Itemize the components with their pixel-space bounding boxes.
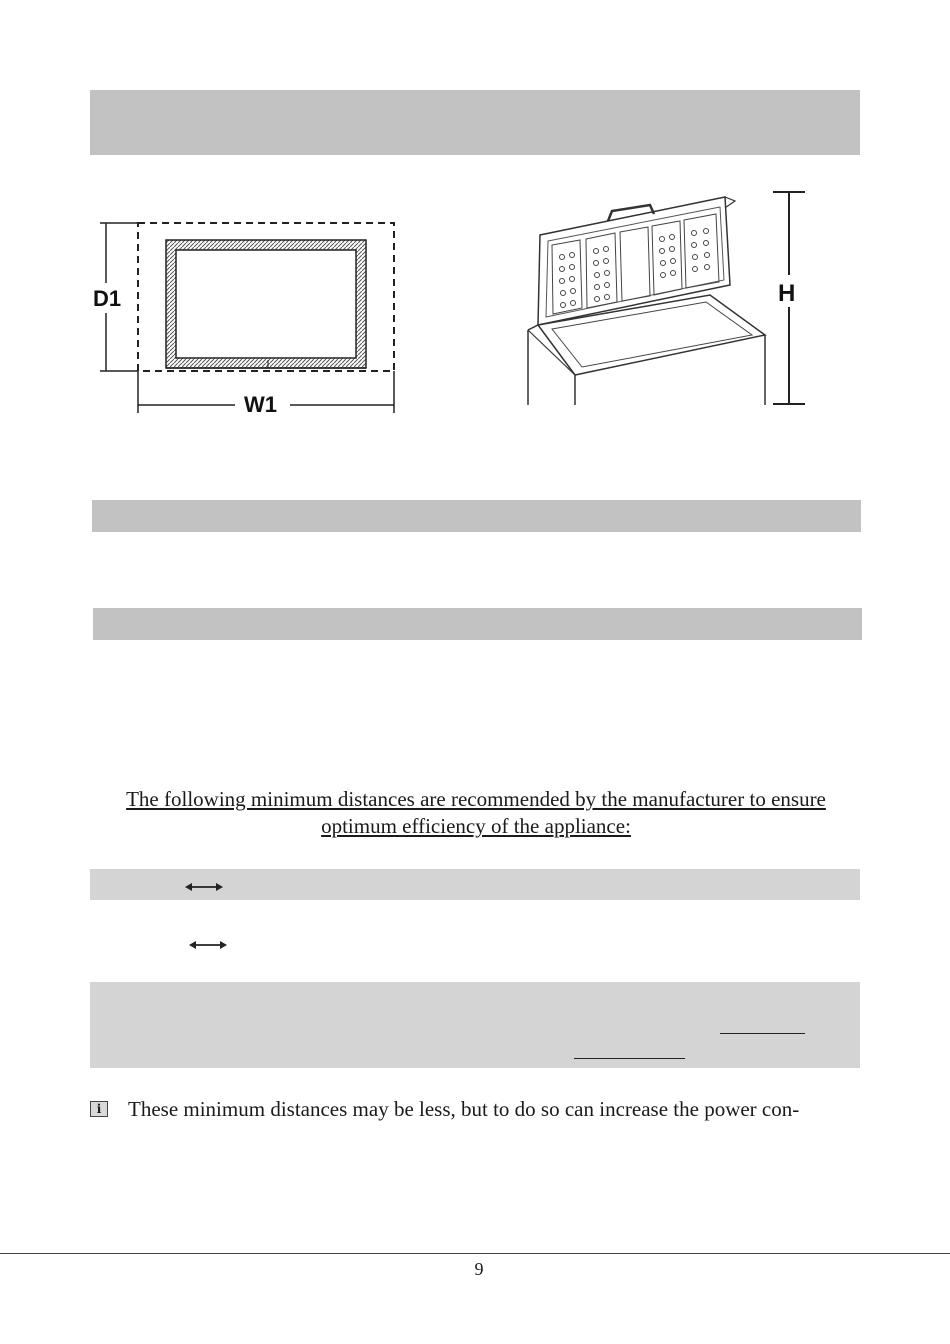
info-icon: i	[90, 1101, 108, 1117]
recommendation-line-1: The following minimum distances are recommended by the manufacturer to ensure	[126, 787, 826, 811]
info-note-text: These minimum distances may be less, but to do so can increase the power con-	[128, 1097, 800, 1121]
double-arrow-icon	[184, 880, 224, 894]
section-bar-2	[93, 608, 862, 640]
info-note	[90, 1096, 870, 1126]
underline-mark	[720, 1033, 805, 1034]
section-bar-1	[92, 500, 861, 532]
footer-rule	[0, 1253, 950, 1254]
page-number: 9	[474, 1259, 484, 1279]
chest-freezer-diagram	[520, 185, 820, 410]
depth-label: D1	[93, 286, 122, 311]
height-label: H	[778, 280, 796, 307]
double-arrow-icon	[188, 938, 228, 952]
footprint-diagram	[90, 215, 410, 415]
min-distance-recommendation	[100, 786, 852, 840]
width-label: W1	[244, 392, 277, 415]
notice-box	[90, 982, 860, 1068]
section-header-bar	[90, 90, 860, 155]
recommendation-line-2: optimum efficiency of the appliance:	[321, 814, 631, 838]
underline-mark	[574, 1058, 685, 1059]
